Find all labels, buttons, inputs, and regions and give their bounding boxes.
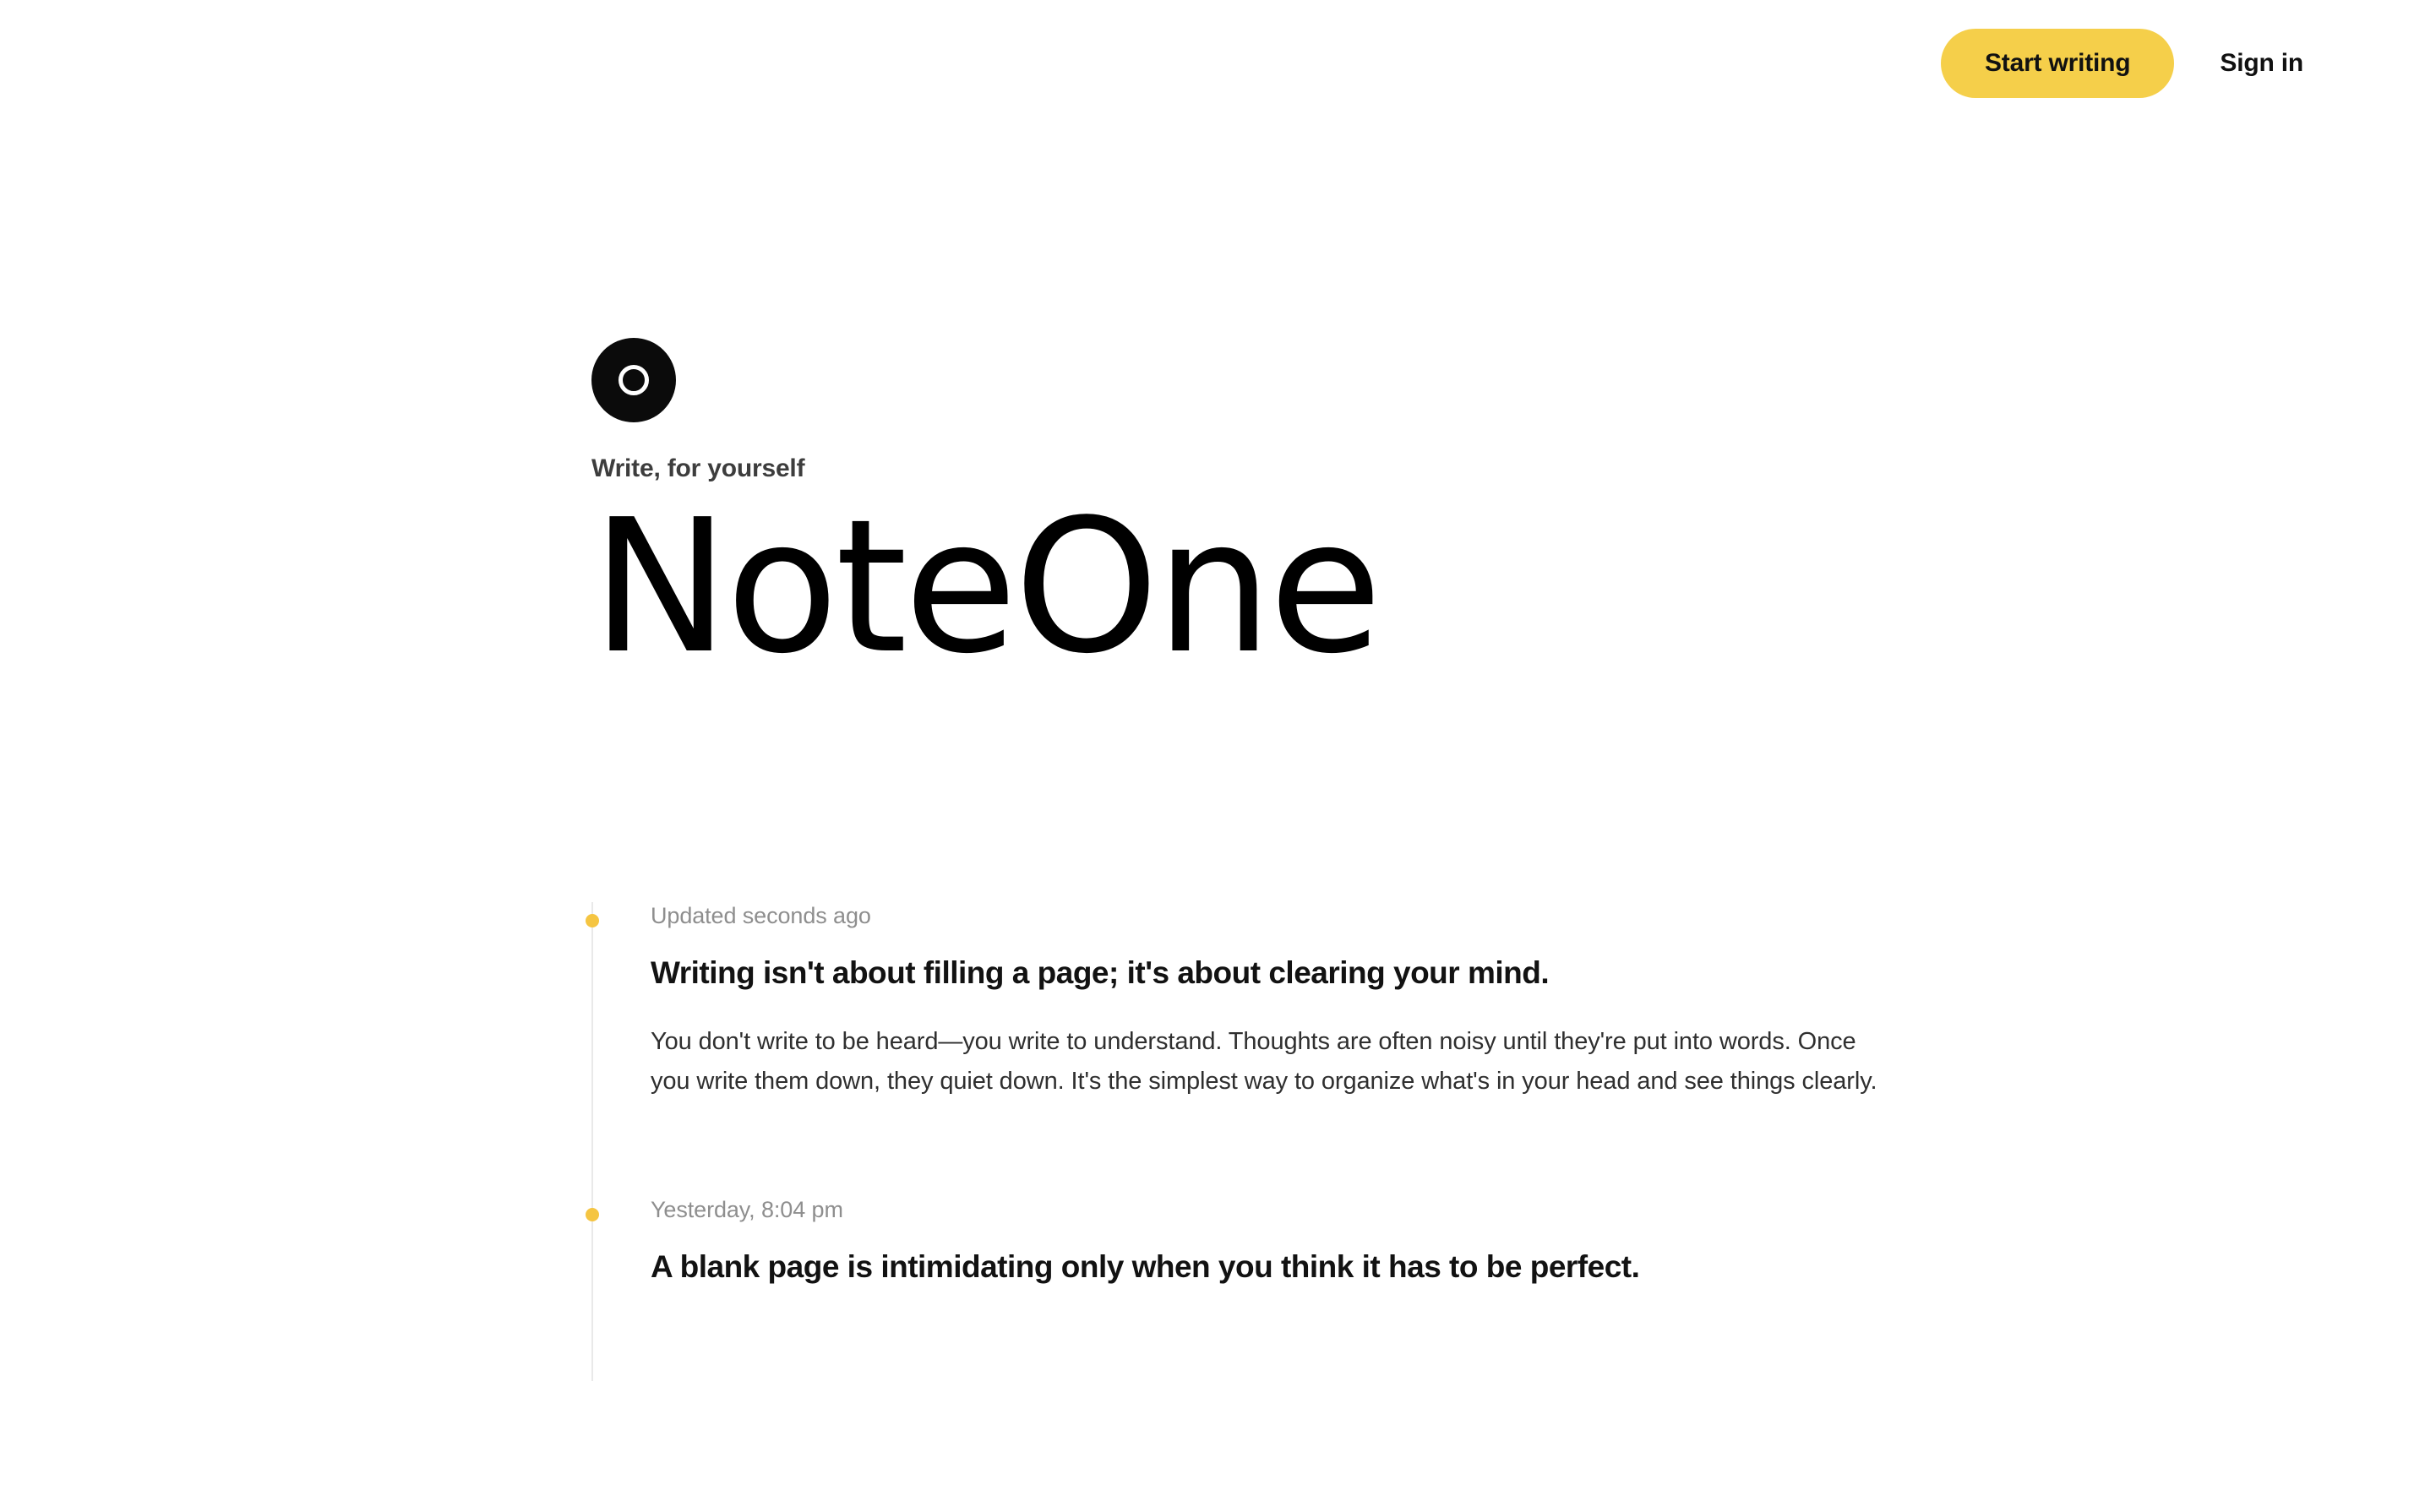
hero-tagline: Write, for yourself (591, 454, 805, 482)
note-timestamp: Updated seconds ago (651, 903, 871, 928)
notes-feed (591, 902, 1943, 1381)
hero-section (591, 338, 2028, 694)
note-title[interactable]: Writing isn't about filling a page; it's about clearing your mind. (651, 955, 1550, 991)
list-item[interactable] (593, 902, 1943, 1196)
start-writing-button[interactable]: Start writing (1941, 29, 2174, 98)
timeline-dot-icon (586, 1208, 599, 1221)
sign-in-link[interactable]: Sign in (2220, 49, 2303, 77)
timeline-dot-icon (586, 914, 599, 927)
note-title[interactable]: A blank page is intimidating only when you think it has to be perfect. (651, 1249, 1640, 1285)
ring-inner-icon (619, 365, 649, 395)
note-timestamp: Yesterday, 8:04 pm (651, 1196, 843, 1222)
note-body: You don't write to be heard—you write to understand. Thoughts are often noisy until they're put into words. Once you write them down, they quiet down. It's the simplest way to organize what's in your head and see things clearly. (651, 1027, 1877, 1095)
page-title: NoteOne (591, 481, 1379, 694)
list-item[interactable] (593, 1196, 1943, 1382)
top-navigation-bar (0, 0, 2425, 127)
circle-ring-icon (591, 338, 676, 422)
